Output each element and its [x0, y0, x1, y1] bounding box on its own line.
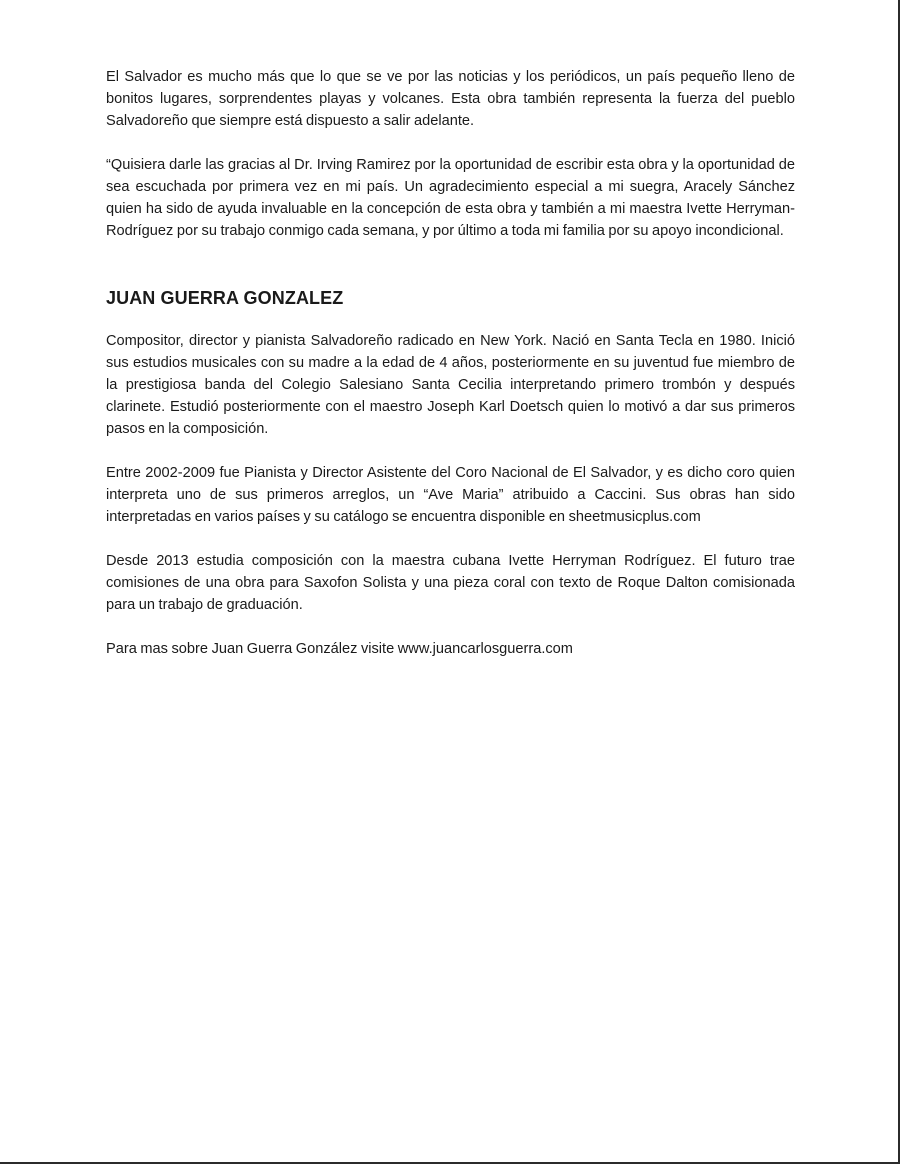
intro-paragraph-el-salvador: El Salvador es mucho más que lo que se ve por las noticias y los periódicos, un país pequeño lleno de bonitos lugares, sorprendentes playas y volcanes. Esta obra también representa la fuerza del pueblo Salvadoreño que siempre está dispuesto a salir adelante.: [106, 69, 795, 129]
bio-paragraph-career: Entre 2002-2009 fue Pianista y Director Asistente del Coro Nacional de El Salvador, y es dicho coro quien interpreta uno de sus primeros arreglos, un “Ave Maria” atribuido a Caccini. Sus obras han sido interpretadas en varios países y su catálogo se encuentra disponible en sheetmusicplus.com: [106, 465, 795, 525]
intro-paragraph-acknowledgements: “Quisiera darle las gracias al Dr. Irving Ramirez por la oportunidad de escribir esta obra y la oportunidad de sea escuchada por primera vez en mi país. Un agradecimiento especial a mi suegra, Aracely Sánchez quien ha sido de ayuda invaluable en la concepción de esta obra y también a mi maestra Ivette Herryman-Rodríguez por su trabajo conmigo cada semana, y por último a toda mi familia por su apoyo incondicional.: [106, 157, 795, 239]
document-body: [106, 66, 795, 660]
bio-paragraph-origins: Compositor, director y pianista Salvadoreño radicado en New York. Nació en Santa Tecla en 1980. Inició sus estudios musicales con su madre a la edad de 4 años, posteriormente en su juventud fue miembro de la prestigiosa banda del Colegio Salesiano Santa Cecilia interpretando primero trombón y después clarinete. Estudió posteriormente con el maestro Joseph Karl Doetsch quien lo motivó a dar sus primeros pasos en la composición.: [106, 333, 795, 437]
bio-paragraph-website: Para mas sobre Juan Guerra González visite www.juancarlosguerra.com: [106, 641, 573, 657]
bio-paragraph-studies: Desde 2013 estudia composición con la maestra cubana Ivette Herryman Rodríguez. El futuro trae comisiones de una obra para Saxofon Solista y una pieza coral con texto de Roque Dalton comisionada para un trabajo de graduación.: [106, 553, 795, 613]
bio-heading: JUAN GUERRA GONZALEZ: [106, 288, 344, 308]
